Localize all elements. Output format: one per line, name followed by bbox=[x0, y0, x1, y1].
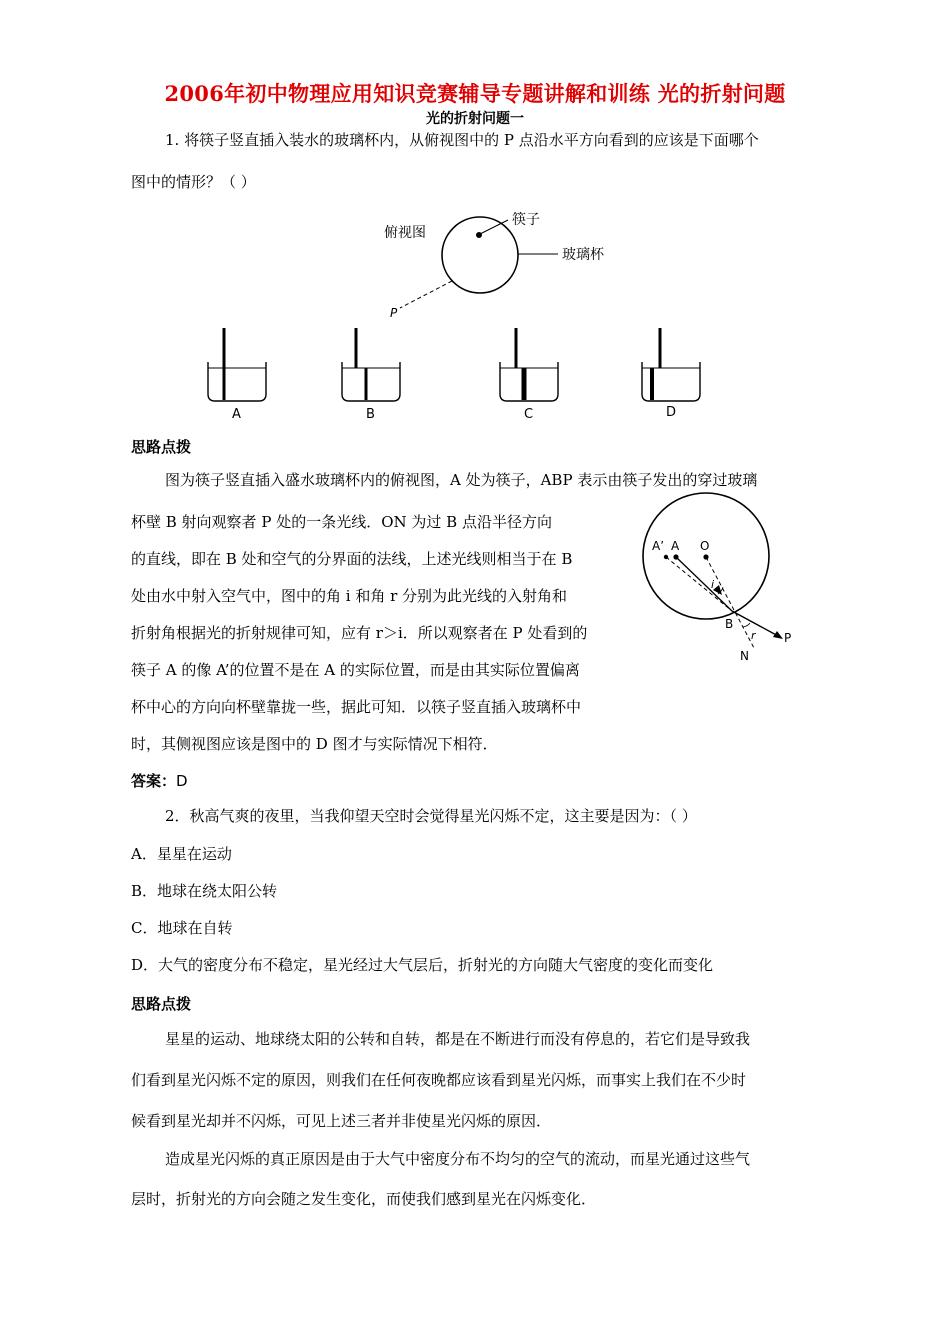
hint2-line: 星星的运动、地球绕太阳的公转和自转，都是在不断进行而没有停息的，若它们是导致我 bbox=[165, 1030, 751, 1048]
ray-a-to-b bbox=[676, 557, 732, 611]
virtual-ray-a-prime bbox=[666, 557, 732, 611]
answer-value: D bbox=[176, 772, 188, 790]
refracted-ray-b-to-p bbox=[732, 611, 780, 637]
hint1-line: 杯壁 B 射向观察者 P 处的一条光线．ON 为过 B 点沿半径方向 bbox=[131, 513, 552, 531]
hint1-line: 处由水中射入空气中，图中的角 i 和角 r 分别为此光线的入射角和 bbox=[131, 587, 568, 605]
hint2-line: 们看到星光闪烁不定的原因，则我们在任何夜晚都应该看到星光闪烁，而事实上我们在不少时 bbox=[131, 1071, 747, 1089]
label-a: A bbox=[671, 539, 680, 553]
option-label: C bbox=[524, 407, 534, 422]
question-1-line-2: 图中的情形？（ ） bbox=[131, 173, 256, 191]
option-label: A bbox=[232, 407, 241, 422]
label-b: B bbox=[725, 617, 734, 631]
option-a-glass bbox=[208, 328, 266, 422]
refraction-diagram bbox=[630, 490, 800, 670]
chopstick-leader-line bbox=[480, 220, 508, 234]
option-b-glass bbox=[342, 328, 400, 422]
option-label: D bbox=[666, 405, 677, 420]
observer-point-label: P bbox=[390, 306, 398, 320]
hint-heading-2: 思路点拨 bbox=[131, 995, 192, 1013]
hint1-line: 时，其侧视图应该是图中的 D 图才与实际情况下相符． bbox=[131, 735, 498, 753]
top-view-label: 俯视图 bbox=[384, 225, 426, 241]
arrow-head-icon bbox=[773, 631, 783, 639]
option-d-glass bbox=[642, 328, 700, 420]
question-2-option-b: B．地球在绕太阳公转 bbox=[131, 882, 278, 900]
angle-r-arc bbox=[743, 623, 750, 627]
hint1-line: 图为筷子竖直插入盛水玻璃杯内的俯视图，A 处为筷子，ABP 表示由筷子发出的穿过玻璃 bbox=[165, 471, 758, 489]
hint-heading-1: 思路点拨 bbox=[131, 438, 192, 456]
question-2-option-a: A．星星在运动 bbox=[131, 845, 232, 863]
hint2-line: 候看到星光却并不闪烁，可见上述三者并非使星光闪烁的原因． bbox=[131, 1112, 552, 1130]
hint2-line: 层时，折射光的方向会随之发生变化，而使我们感到星光在闪烁变化． bbox=[131, 1190, 597, 1208]
hint1-line: 的直线，即在 B 处和空气的分界面的法线，上述光线则相当于在 B bbox=[131, 550, 573, 568]
question-2-stem: 2．秋高气爽的夜里，当我仰望天空时会觉得星光闪烁不定，这主要是因为：（ ） bbox=[165, 807, 697, 825]
question-2-option-d: D．大气的密度分布不稳定，星光经过大气层后，折射光的方向随大气密度的变化而变化 bbox=[131, 956, 714, 974]
label-r: r bbox=[751, 629, 756, 642]
glass-label: 玻璃杯 bbox=[562, 247, 604, 263]
chopstick-label: 筷子 bbox=[512, 212, 540, 228]
sight-line-dashed bbox=[400, 281, 452, 308]
document-title: 2006年初中物理应用知识竞赛辅导专题讲解和训练 光的折射问题 bbox=[164, 81, 786, 106]
question-1-line-1: 1. 将筷子竖直插入装水的玻璃杯内，从俯视图中的 P 点沿水平方向看到的应该是下面哪个 bbox=[165, 131, 759, 149]
label-i: i bbox=[711, 578, 715, 591]
option-c-glass bbox=[500, 328, 558, 422]
hint1-line: 筷子 A 的像 A’的位置不是在 A 的实际位置，而是由其实际位置偏离 bbox=[131, 661, 580, 679]
label-o: O bbox=[700, 539, 710, 553]
label-p: P bbox=[784, 631, 792, 645]
top-view-diagram bbox=[384, 212, 605, 320]
question-2-option-c: C．地球在自转 bbox=[131, 919, 233, 937]
answer-label: 答案： bbox=[131, 772, 177, 790]
hint2-line: 造成星光闪烁的真正原因是由于大气中密度分布不均匀的空气的流动，而星光通过这些气 bbox=[165, 1150, 751, 1168]
label-n: N bbox=[740, 649, 749, 663]
hint1-line: 折射角根据光的折射规律可知，应有 r＞i．所以观察者在 P 处看到的 bbox=[131, 624, 588, 642]
label-a-prime: A’ bbox=[652, 539, 665, 553]
option-label: B bbox=[366, 407, 375, 422]
glass-top-view-circle bbox=[442, 217, 518, 293]
hint1-line: 杯中心的方向向杯壁靠拢一些，据此可知．以筷子竖直插入玻璃杯中 bbox=[131, 698, 582, 716]
normal-line-on bbox=[706, 557, 754, 648]
section-subtitle: 光的折射问题一 bbox=[426, 111, 524, 127]
figure-top-view-and-options bbox=[190, 200, 730, 428]
answer-1 bbox=[131, 770, 188, 791]
